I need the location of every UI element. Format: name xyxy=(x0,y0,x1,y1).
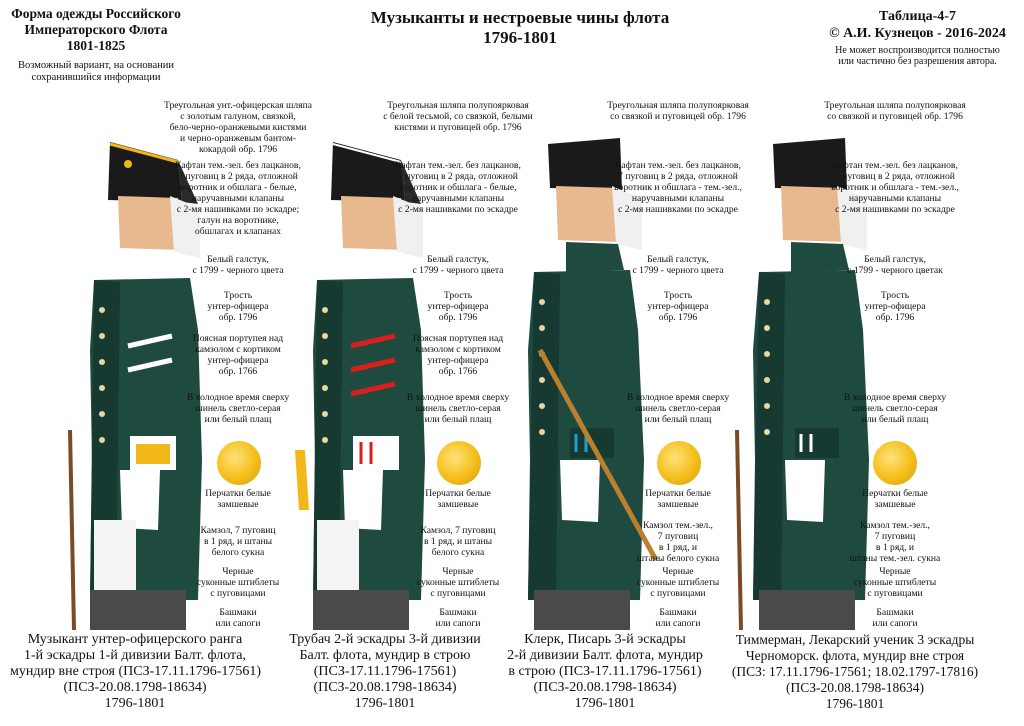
note-hat xyxy=(383,100,533,133)
series-title-line: Форма одежды Российского xyxy=(11,6,181,21)
note-line: с пуговицами xyxy=(430,588,486,599)
note-line: унтер-офицера xyxy=(207,355,269,366)
note-line: замшевые xyxy=(657,499,699,510)
table-id-block xyxy=(820,8,1015,67)
note-line: штаны белого сукна xyxy=(636,553,720,564)
glove-icon xyxy=(785,460,825,522)
note-line: в 1 ряд, и xyxy=(875,542,915,553)
note-line: Трость xyxy=(663,290,693,301)
note-line: замшевые xyxy=(874,499,916,510)
note-line: 7 пуговиц в 2 ряда, отложной xyxy=(618,171,738,182)
note-line: Камзол, 7 пуговиц xyxy=(420,525,496,536)
caption-line: (ПСЗ: 17.11.1796-17561; 18.02.1797-17816) xyxy=(731,664,979,679)
note-line: с пуговицами xyxy=(210,588,266,599)
note-line: Перчатки белые xyxy=(205,488,271,499)
note-cane xyxy=(163,290,313,323)
note-line: или белый плащ xyxy=(644,414,712,425)
subtitle-line: Возможный вариант, на основании xyxy=(17,60,175,71)
note-line: Камзол, 7 пуговиц xyxy=(200,525,276,536)
note-line: и черно-оранжевым бантом- xyxy=(180,133,296,144)
note-line: камзолом с кортиком xyxy=(195,344,281,355)
note-gloves xyxy=(603,488,753,510)
note-line: унтер-офицера xyxy=(864,301,926,312)
note-boots xyxy=(163,607,313,629)
caption-years: 1796-1801 xyxy=(104,696,166,711)
note-coat xyxy=(820,160,970,215)
note-line: с 1799 - черного цвета xyxy=(412,265,504,276)
glove-icon xyxy=(560,460,600,522)
note-line: обр. 1766 xyxy=(218,366,258,377)
note-line: шинель светло-серая xyxy=(195,403,281,414)
table-number: Таблица-4-7 xyxy=(879,9,956,24)
note-line: с 2-мя нашивками по эскадре xyxy=(835,204,955,215)
note-line: Треугольная шляпа полупоярковая xyxy=(824,100,966,111)
note-vest xyxy=(603,520,753,564)
note-belt xyxy=(383,333,533,377)
note-cloak xyxy=(163,392,313,425)
note-cloak xyxy=(820,392,970,425)
note-line: наручавными клапаны xyxy=(848,193,942,204)
note-line: Треугольная унт.-офицерская шляпа xyxy=(164,100,312,111)
note-cloak xyxy=(383,392,533,425)
series-title xyxy=(6,6,186,54)
caption-years: 1796-1801 xyxy=(825,696,885,711)
note-hat xyxy=(163,100,313,155)
note-tie xyxy=(603,254,753,276)
note-line: в 1 ряд, и xyxy=(658,542,698,553)
note-line: с 2-мя нашивками по эскадре; xyxy=(176,204,300,215)
series-title-line: Императорского Флота xyxy=(24,22,168,37)
note-line: обр. 1796 xyxy=(658,312,698,323)
button-sample-icon xyxy=(217,441,261,485)
note-cane xyxy=(603,290,753,323)
note-line: Белый галстук, xyxy=(647,254,709,265)
caption-figure-1 xyxy=(10,632,260,712)
note-line: шинель светло-серая xyxy=(635,403,721,414)
note-line: Белый галстук, xyxy=(427,254,489,265)
note-line: суконные штиблеты xyxy=(853,577,937,588)
note-boots xyxy=(603,607,753,629)
breeches-icon xyxy=(94,520,136,600)
caption-line: Трубач 2-й эскадры 3-й дивизии xyxy=(289,632,481,647)
note-tie xyxy=(820,254,970,276)
cane-icon xyxy=(70,430,74,630)
caption-line: 2-й дивизии Балт. флота, мундир xyxy=(507,648,703,663)
note-line: с белой тесьмой, со связкой, белыми xyxy=(383,111,533,122)
note-line: обр. 1766 xyxy=(438,366,478,377)
note-gaiters xyxy=(383,566,533,599)
note-line: Поясная портупея над xyxy=(412,333,504,344)
note-line: с 1799 - черного цветак xyxy=(847,265,943,276)
note-line: замшевые xyxy=(217,499,259,510)
series-subtitle xyxy=(6,60,186,84)
note-line: белого сукна xyxy=(431,547,485,558)
caption-line: Клерк, Писарь 3-й эскадры xyxy=(524,632,686,647)
note-line: Кафтан тем.-зел. без лацканов, xyxy=(832,160,958,171)
copyright-note-line: Не может воспроизводится полностью xyxy=(835,45,1000,56)
note-line: Камзол тем.-зел., xyxy=(860,520,930,531)
caption-line: (ПСЗ-17.11.1796-17561) xyxy=(313,664,457,679)
caption-years: 1796-1801 xyxy=(574,696,636,711)
caption-line: Тиммерман, Лекарский ученик 3 эскадры xyxy=(735,632,975,647)
note-line: Перчатки белые xyxy=(425,488,491,499)
note-line: шинель светло-серая xyxy=(415,403,501,414)
caption-line: (ПСЗ-20.08.1798-18634) xyxy=(313,680,457,695)
caption-line: Черноморск. флота, мундир вне строя xyxy=(745,648,965,663)
note-line: кистями и пуговицей обр. 1796 xyxy=(394,122,522,133)
note-belt xyxy=(163,333,313,377)
series-years: 1801-1825 xyxy=(66,38,126,53)
note-line: штаны тем.-зел. сукна xyxy=(849,553,941,564)
note-boots xyxy=(820,607,970,629)
note-line: воротник и обшлага - белые, xyxy=(399,182,517,193)
note-line: Трость xyxy=(880,290,910,301)
note-line: или белый плащ xyxy=(861,414,929,425)
note-line: с 1799 - черного цвета xyxy=(632,265,724,276)
caption-line: (ПСЗ-20.08.1798-18634) xyxy=(533,680,677,695)
note-tie xyxy=(383,254,533,276)
note-line: Черные xyxy=(222,566,254,577)
note-line: Башмаки xyxy=(219,607,257,618)
note-line: Башмаки xyxy=(659,607,697,618)
note-line: воротник и обшлага - тем.-зел., xyxy=(614,182,742,193)
note-gaiters xyxy=(603,566,753,599)
note-line: или сапоги xyxy=(215,618,261,629)
note-coat xyxy=(603,160,753,215)
note-coat xyxy=(383,160,533,215)
note-gloves xyxy=(163,488,313,510)
caption-line: мундир вне строя (ПСЗ-17.11.1796-17561) xyxy=(10,664,262,679)
note-line: 7 пуговиц в 2 ряда, отложной xyxy=(178,171,298,182)
plate-title-line: Музыканты и нестроевые чины флота xyxy=(370,8,670,27)
note-line: или белый плащ xyxy=(424,414,492,425)
note-line: Черные xyxy=(879,566,911,577)
button-sample-icon xyxy=(437,441,481,485)
note-line: в 1 ряд, и штаны xyxy=(423,536,493,547)
note-cane xyxy=(820,290,970,323)
note-cloak xyxy=(603,392,753,425)
note-line: Трость xyxy=(223,290,253,301)
copyright-note-line: или частично без разрешения автора. xyxy=(838,56,997,67)
note-line: обр. 1796 xyxy=(438,312,478,323)
note-line: обшлагах и клапанах xyxy=(194,226,282,237)
note-line: Черные xyxy=(442,566,474,577)
note-line: унтер-офицера xyxy=(427,355,489,366)
caption-line: Балт. флота, мундир в строю xyxy=(299,648,471,663)
note-line: обр. 1796 xyxy=(875,312,915,323)
series-title-block xyxy=(6,6,186,84)
note-line: шинель светло-серая xyxy=(852,403,938,414)
note-line: в 1 ряд, и штаны xyxy=(203,536,273,547)
note-line: 7 пуговиц в 2 ряда, отложной xyxy=(835,171,955,182)
note-line: Башмаки xyxy=(876,607,914,618)
note-gaiters xyxy=(820,566,970,599)
note-line: В холодное время сверху xyxy=(406,392,510,403)
note-line: суконные штиблеты xyxy=(416,577,500,588)
note-line: с 2-мя нашивками по эскадре xyxy=(398,204,518,215)
note-line: наручавными клапаны xyxy=(411,193,505,204)
note-line: Перчатки белые xyxy=(862,488,928,499)
note-line: замшевые xyxy=(437,499,479,510)
caption-figure-4 xyxy=(710,632,1000,712)
note-line: унтер-офицера xyxy=(427,301,489,312)
note-line: Белый галстук, xyxy=(864,254,926,265)
note-line: Поясная портупея над xyxy=(192,333,284,344)
note-line: кокардой обр. 1796 xyxy=(198,144,278,155)
note-line: или белый плащ xyxy=(204,414,272,425)
note-line: наручавными клапаны xyxy=(631,193,725,204)
note-hat xyxy=(820,100,970,122)
note-hat xyxy=(603,100,753,122)
note-line: Кафтан тем.-зел. без лацканов, xyxy=(175,160,301,171)
note-line: Черные xyxy=(662,566,694,577)
caption-figure-2 xyxy=(260,632,510,712)
button-sample-icon xyxy=(657,441,701,485)
note-line: Перчатки белые xyxy=(645,488,711,499)
note-line: 7 пуговиц в 2 ряда, отложной xyxy=(398,171,518,182)
note-tie xyxy=(163,254,313,276)
note-line: В холодное время сверху xyxy=(843,392,947,403)
note-line: Башмаки xyxy=(439,607,477,618)
note-line: с 1799 - черного цвета xyxy=(192,265,284,276)
caption-line: 1-й эскадры 1-й дивизии Балт. флота, xyxy=(23,648,247,663)
note-line: суконные штиблеты xyxy=(196,577,280,588)
caption-figure-3 xyxy=(480,632,730,712)
note-gloves xyxy=(383,488,533,510)
note-line: суконные штиблеты xyxy=(636,577,720,588)
note-line: воротник и обшлага - тем.-зел., xyxy=(831,182,959,193)
caption-line: (ПСЗ-20.08.1798-18634) xyxy=(786,680,924,695)
note-line: с 2-мя нашивками по эскадре xyxy=(618,204,738,215)
note-line: унтер-офицера xyxy=(207,301,269,312)
note-line: Кафтан тем.-зел. без лацканов, xyxy=(395,160,521,171)
copyright: © А.И. Кузнецов - 2016-2024 xyxy=(829,26,1006,41)
caption-line: Музыкант унтер-офицерского ранга xyxy=(27,632,243,647)
note-line: или сапоги xyxy=(435,618,481,629)
note-line: унтер-офицера xyxy=(647,301,709,312)
note-vest xyxy=(820,520,970,564)
note-line: 7 пуговиц xyxy=(657,531,699,542)
caption-years: 1796-1801 xyxy=(354,696,416,711)
note-line: с пуговицами xyxy=(650,588,706,599)
subtitle-line: сохранившийся информации xyxy=(31,72,161,83)
note-boots xyxy=(383,607,533,629)
button-sample-icon xyxy=(873,441,917,485)
note-cane xyxy=(383,290,533,323)
note-vest xyxy=(163,525,313,558)
note-gloves xyxy=(820,488,970,510)
note-line: Кафтан тем.-зел. без лацканов, xyxy=(615,160,741,171)
note-line: В холодное время сверху xyxy=(186,392,290,403)
note-line: Камзол тем.-зел., xyxy=(643,520,713,531)
note-line: Треугольная шляпа полупоярковая xyxy=(387,100,529,111)
note-line: воротник и обшлага - белые, xyxy=(179,182,297,193)
note-line: со связкой и пуговицей обр. 1796 xyxy=(827,111,963,122)
note-line: камзолом с кортиком xyxy=(415,344,501,355)
note-line: с пуговицами xyxy=(867,588,923,599)
note-line: бело-черно-оранжевыми кистями xyxy=(169,122,307,133)
plate-years: 1796-1801 xyxy=(483,28,557,47)
note-line: Треугольная шляпа полупоярковая xyxy=(607,100,749,111)
note-line: Трость xyxy=(443,290,473,301)
note-line: белого сукна xyxy=(211,547,265,558)
caption-line: (ПСЗ-20.08.1798-18634) xyxy=(63,680,207,695)
caption-line: в строю (ПСЗ-17.11.1796-17561) xyxy=(508,664,702,679)
note-line: обр. 1796 xyxy=(218,312,258,323)
note-vest xyxy=(383,525,533,558)
note-line: или сапоги xyxy=(872,618,918,629)
note-gaiters xyxy=(163,566,313,599)
note-coat xyxy=(163,160,313,237)
note-line: галун на воротнике, xyxy=(197,215,279,226)
note-line: 7 пуговиц xyxy=(874,531,916,542)
note-line: или сапоги xyxy=(655,618,701,629)
note-line: наручавными клапаны xyxy=(191,193,285,204)
breeches-icon xyxy=(317,520,359,600)
note-line: В холодное время сверху xyxy=(626,392,730,403)
plate-title xyxy=(320,8,720,48)
note-line: Белый галстук, xyxy=(207,254,269,265)
note-line: с золотым галуном, связкой, xyxy=(180,111,296,122)
note-line: со связкой и пуговицей обр. 1796 xyxy=(610,111,746,122)
